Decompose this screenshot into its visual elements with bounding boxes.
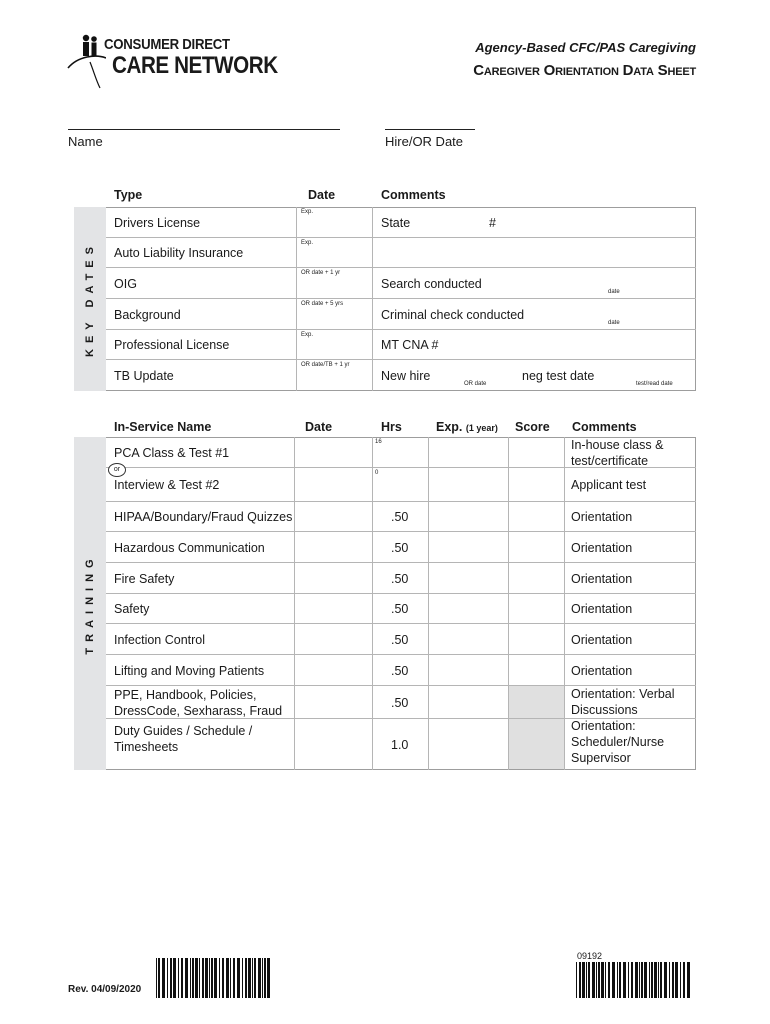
training-row bbox=[106, 468, 696, 502]
score-cell[interactable] bbox=[508, 532, 509, 562]
key-date-row bbox=[106, 330, 696, 360]
training-row bbox=[106, 594, 696, 624]
comment-sub-hint: date bbox=[608, 320, 620, 326]
training-comments-cell[interactable] bbox=[564, 563, 565, 593]
in-service-name: HIPAA/Boundary/Fraud Quizzes bbox=[114, 510, 293, 524]
type-header: Type bbox=[114, 188, 143, 202]
date-cell[interactable] bbox=[296, 330, 297, 359]
exp-cell[interactable] bbox=[428, 686, 429, 718]
in-service-name: PCA Class & Test #1 bbox=[114, 446, 230, 460]
training-comment: Applicant test bbox=[571, 478, 647, 492]
key-date-row bbox=[106, 299, 696, 330]
score-shaded-cell bbox=[509, 719, 564, 769]
key-date-row bbox=[106, 207, 696, 238]
date-hint: OR date/TB + 1 yr bbox=[301, 362, 350, 368]
hrs-cell[interactable] bbox=[372, 594, 373, 623]
training-row bbox=[106, 624, 696, 655]
training-row bbox=[106, 686, 696, 719]
form-subtitle: Agency-Based CFC/PAS Caregiving bbox=[475, 40, 696, 55]
hire-date-label: Hire/OR Date bbox=[385, 134, 464, 149]
key-date-comment: New hire bbox=[381, 369, 431, 383]
barcode-right bbox=[576, 962, 694, 998]
key-date-comment: Search conducted bbox=[381, 277, 482, 291]
barcode-left bbox=[156, 958, 272, 998]
training-date-cell[interactable] bbox=[294, 594, 295, 623]
training-date-cell[interactable] bbox=[294, 655, 295, 685]
exp-cell[interactable] bbox=[428, 594, 429, 623]
hrs-cell[interactable] bbox=[372, 686, 373, 718]
score-shaded-cell bbox=[509, 686, 564, 718]
hrs-value: .50 bbox=[391, 696, 409, 710]
hrs-cell[interactable] bbox=[372, 468, 373, 501]
key-date-type: Professional License bbox=[114, 338, 230, 352]
comments-cell[interactable] bbox=[372, 207, 373, 237]
exp-header-note: (1 year) bbox=[465, 423, 498, 433]
training-comments-cell[interactable] bbox=[564, 686, 565, 718]
comments-cell[interactable] bbox=[372, 299, 373, 329]
hrs-value: .50 bbox=[391, 510, 409, 524]
date-hint: OR date + 5 yrs bbox=[301, 301, 344, 307]
hire-date-line[interactable] bbox=[385, 129, 475, 130]
exp-cell[interactable] bbox=[428, 468, 429, 501]
hrs-cell[interactable] bbox=[372, 719, 373, 770]
in-service-name: Hazardous Communication bbox=[114, 541, 265, 555]
key-date-comment-extra: neg test date bbox=[522, 369, 595, 383]
hrs-cell[interactable] bbox=[372, 437, 373, 467]
comment-sub-hint: date bbox=[608, 289, 620, 295]
comments-cell[interactable] bbox=[372, 360, 373, 391]
training-date-cell[interactable] bbox=[294, 563, 295, 593]
comment-sub-hint-2: test/read date bbox=[636, 381, 673, 387]
hrs-value: 1.0 bbox=[391, 738, 409, 752]
exp-cell[interactable] bbox=[428, 624, 429, 654]
form-title: Caregiver Orientation Data Sheet bbox=[473, 62, 696, 79]
in-service-name: PPE, Handbook, Policies, DressCode, Sexharass, Fraud bbox=[114, 688, 283, 718]
date-cell[interactable] bbox=[296, 238, 297, 267]
training-comments-cell[interactable] bbox=[564, 468, 565, 501]
exp-header bbox=[436, 420, 498, 434]
training-date-cell[interactable] bbox=[294, 624, 295, 654]
company-logo bbox=[66, 32, 278, 92]
key-date-row bbox=[106, 238, 696, 268]
training-comment: Orientation bbox=[571, 541, 633, 555]
training-date-cell[interactable] bbox=[294, 686, 295, 718]
key-date-type: OIG bbox=[114, 277, 137, 291]
hrs-value: .50 bbox=[391, 572, 409, 586]
training-row bbox=[106, 563, 696, 594]
exp-cell[interactable] bbox=[428, 719, 429, 770]
hrs-value: .50 bbox=[391, 541, 409, 555]
hrs-hint: 16 bbox=[375, 439, 382, 445]
in-service-name: Infection Control bbox=[114, 633, 206, 647]
date-cell[interactable] bbox=[296, 268, 297, 298]
hrs-hint: 0 bbox=[375, 470, 379, 476]
training-comments-cell[interactable] bbox=[564, 655, 565, 685]
comments-cell[interactable] bbox=[372, 238, 373, 267]
score-cell[interactable] bbox=[508, 655, 509, 685]
in-service-header: In-Service Name bbox=[114, 420, 212, 434]
date-hint: Exp. bbox=[301, 209, 314, 215]
comments-cell[interactable] bbox=[372, 330, 373, 359]
exp-cell[interactable] bbox=[428, 655, 429, 685]
training-side-text: TRAINING bbox=[84, 552, 96, 655]
key-date-row bbox=[106, 360, 696, 391]
hrs-cell[interactable] bbox=[372, 532, 373, 562]
score-header: Score bbox=[515, 420, 550, 434]
date-hint: Exp. bbox=[301, 332, 314, 338]
hrs-value: .50 bbox=[391, 664, 409, 678]
in-service-name: Safety bbox=[114, 602, 150, 616]
key-date-type: Drivers License bbox=[114, 216, 201, 230]
key-date-comment: State bbox=[381, 216, 411, 230]
key-date-row bbox=[106, 268, 696, 299]
hrs-value: .50 bbox=[391, 633, 409, 647]
comments-header: Comments bbox=[381, 188, 446, 202]
training-comments-header: Comments bbox=[572, 420, 637, 434]
training-comment: Orientation bbox=[571, 572, 633, 586]
in-service-name: Fire Safety bbox=[114, 572, 175, 586]
in-service-name: Lifting and Moving Patients bbox=[114, 664, 265, 678]
date-cell[interactable] bbox=[296, 360, 297, 391]
training-date-cell[interactable] bbox=[294, 437, 295, 467]
training-row bbox=[106, 719, 696, 770]
in-service-name: Duty Guides / Schedule / Timesheets bbox=[114, 724, 253, 754]
training-date-cell[interactable] bbox=[294, 719, 295, 770]
training-comments-cell[interactable] bbox=[564, 624, 565, 654]
key-dates-side-label bbox=[74, 207, 106, 391]
training-comments-cell[interactable] bbox=[564, 719, 565, 770]
score-cell[interactable] bbox=[508, 594, 509, 623]
training-row bbox=[106, 532, 696, 563]
training-comment: In-house class & test/certificate bbox=[571, 438, 664, 468]
date-hint: Exp. bbox=[301, 240, 314, 246]
key-date-type: Auto Liability Insurance bbox=[114, 246, 244, 260]
or-circle: or bbox=[108, 463, 126, 477]
revision-date: Rev. 04/09/2020 bbox=[68, 984, 142, 995]
training-comment: Orientation bbox=[571, 510, 633, 524]
key-date-type: Background bbox=[114, 308, 181, 322]
training-row bbox=[106, 502, 696, 532]
training-row bbox=[106, 655, 696, 686]
key-date-comment: MT CNA # bbox=[381, 338, 439, 352]
logo-people-icon bbox=[66, 32, 106, 90]
training-date-header: Date bbox=[305, 420, 333, 434]
training-comment: Orientation: Verbal Discussions bbox=[571, 687, 675, 717]
form-number: 09192 bbox=[577, 951, 603, 961]
comment-sub-hint: OR date bbox=[464, 381, 487, 387]
key-date-comment-extra: # bbox=[489, 216, 496, 230]
training-comments-cell[interactable] bbox=[564, 532, 565, 562]
name-line[interactable] bbox=[68, 129, 340, 130]
training-date-cell[interactable] bbox=[294, 502, 295, 531]
score-cell[interactable] bbox=[508, 502, 509, 531]
exp-cell[interactable] bbox=[428, 502, 429, 531]
exp-cell[interactable] bbox=[428, 437, 429, 467]
hrs-cell[interactable] bbox=[372, 563, 373, 593]
name-label: Name bbox=[68, 134, 103, 149]
hrs-cell[interactable] bbox=[372, 624, 373, 654]
training-comments-cell[interactable] bbox=[564, 594, 565, 623]
key-date-type: TB Update bbox=[114, 369, 174, 383]
training-comments-cell[interactable] bbox=[564, 502, 565, 531]
comments-cell[interactable] bbox=[372, 268, 373, 298]
training-comment: Orientation bbox=[571, 664, 633, 678]
score-cell[interactable] bbox=[508, 437, 509, 467]
logo-text-line2: CARE NETWORK bbox=[112, 52, 278, 79]
exp-header-text: Exp. bbox=[436, 420, 463, 434]
date-hint: OR date + 1 yr bbox=[301, 270, 341, 276]
key-date-comment: Criminal check conducted bbox=[381, 308, 525, 322]
training-comments-cell[interactable] bbox=[564, 437, 565, 467]
hrs-value: .50 bbox=[391, 602, 409, 616]
training-comment: Orientation bbox=[571, 602, 633, 616]
training-side-label bbox=[74, 437, 106, 770]
training-date-cell[interactable] bbox=[294, 532, 295, 562]
date-header: Date bbox=[308, 188, 336, 202]
score-cell[interactable] bbox=[508, 468, 509, 501]
hrs-cell[interactable] bbox=[372, 655, 373, 685]
exp-cell[interactable] bbox=[428, 532, 429, 562]
key-dates-side-text: KEY DATES bbox=[84, 241, 96, 357]
date-cell[interactable] bbox=[296, 299, 297, 329]
training-comment: Orientation: Scheduler/Nurse Supervisor bbox=[571, 719, 665, 765]
score-cell[interactable] bbox=[508, 563, 509, 593]
in-service-name: Interview & Test #2 bbox=[114, 478, 220, 492]
hrs-cell[interactable] bbox=[372, 502, 373, 531]
hrs-header: Hrs bbox=[381, 420, 402, 434]
date-cell[interactable] bbox=[296, 207, 297, 237]
logo-text-line1: CONSUMER DIRECT bbox=[104, 36, 230, 53]
exp-cell[interactable] bbox=[428, 563, 429, 593]
score-cell[interactable] bbox=[508, 624, 509, 654]
training-date-cell[interactable] bbox=[294, 468, 295, 501]
training-comment: Orientation bbox=[571, 633, 633, 647]
training-row bbox=[106, 437, 696, 468]
